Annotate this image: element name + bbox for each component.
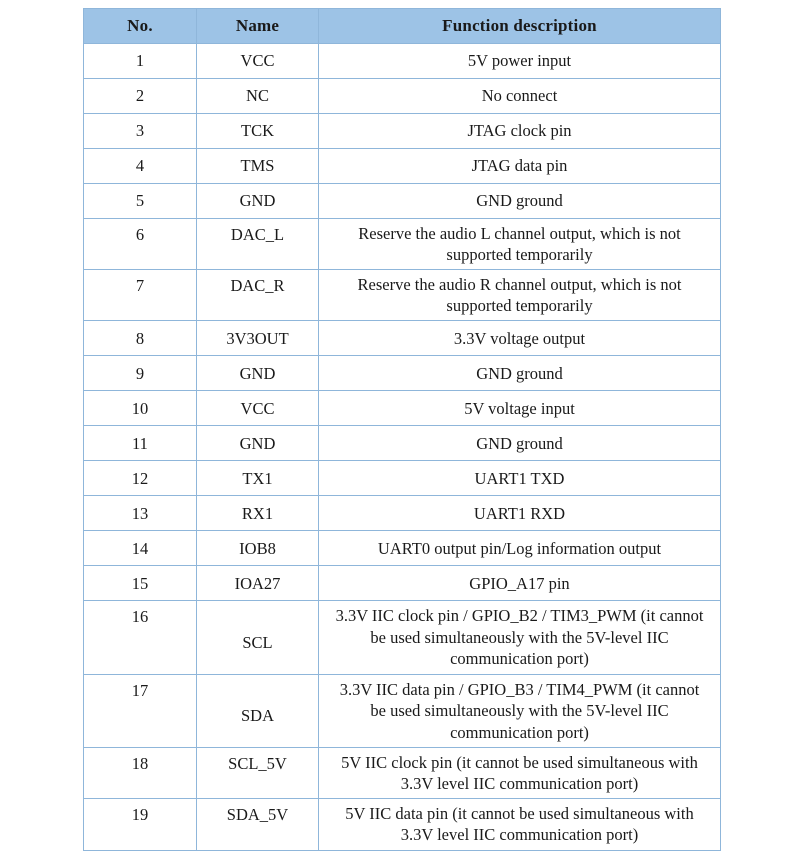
cell-pin-name: 3V3OUT — [197, 321, 319, 356]
cell-function-description: JTAG data pin — [319, 149, 721, 184]
cell-pin-number: 9 — [84, 356, 197, 391]
cell-function-description: 3.3V voltage output — [319, 321, 721, 356]
cell-pin-name: SCL — [197, 601, 319, 674]
cell-function-description: Reserve the audio L channel output, which is not supported temporarily — [319, 219, 721, 270]
cell-function-description: UART0 output pin/Log information output — [319, 531, 721, 566]
table-row — [84, 44, 721, 79]
cell-pin-name: DAC_L — [197, 219, 319, 270]
table-row — [84, 496, 721, 531]
cell-pin-name: GND — [197, 426, 319, 461]
cell-pin-number: 7 — [84, 270, 197, 321]
cell-pin-name: DAC_R — [197, 270, 319, 321]
pin-definition-table-container — [83, 8, 720, 851]
cell-pin-name: TMS — [197, 149, 319, 184]
table-header — [84, 9, 721, 44]
cell-pin-name: RX1 — [197, 496, 319, 531]
cell-pin-number: 14 — [84, 531, 197, 566]
cell-function-description: 5V IIC data pin (it cannot be used simultaneous with 3.3V level IIC communication port) — [319, 799, 721, 850]
cell-pin-number: 6 — [84, 219, 197, 270]
cell-pin-number: 8 — [84, 321, 197, 356]
table-row — [84, 748, 721, 799]
cell-pin-number: 13 — [84, 496, 197, 531]
table-row — [84, 356, 721, 391]
cell-function-description: GPIO_A17 pin — [319, 566, 721, 601]
column-header-no: No. — [84, 9, 197, 44]
table-header-row — [84, 9, 721, 44]
cell-pin-name: IOB8 — [197, 531, 319, 566]
table-row — [84, 114, 721, 149]
table-row — [84, 799, 721, 850]
cell-pin-number: 5 — [84, 184, 197, 219]
cell-pin-name: GND — [197, 184, 319, 219]
cell-function-description: Reserve the audio R channel output, which is not supported temporarily — [319, 270, 721, 321]
cell-pin-number: 11 — [84, 426, 197, 461]
cell-pin-name: VCC — [197, 44, 319, 79]
table-row — [84, 321, 721, 356]
cell-function-description: JTAG clock pin — [319, 114, 721, 149]
cell-pin-name: GND — [197, 356, 319, 391]
table-row — [84, 531, 721, 566]
table-row — [84, 601, 721, 674]
cell-pin-name: TCK — [197, 114, 319, 149]
cell-function-description: 5V power input — [319, 44, 721, 79]
cell-pin-number: 1 — [84, 44, 197, 79]
table-row — [84, 219, 721, 270]
table-row — [84, 149, 721, 184]
cell-function-description: GND ground — [319, 356, 721, 391]
cell-pin-name: SDA — [197, 674, 319, 747]
cell-pin-number: 4 — [84, 149, 197, 184]
pin-definition-table — [83, 8, 721, 851]
cell-pin-number: 17 — [84, 674, 197, 747]
cell-pin-name: SCL_5V — [197, 748, 319, 799]
cell-function-description: 5V voltage input — [319, 391, 721, 426]
cell-pin-name: VCC — [197, 391, 319, 426]
cell-function-description: UART1 TXD — [319, 461, 721, 496]
cell-function-description: 5V IIC clock pin (it cannot be used simultaneous with 3.3V level IIC communication port) — [319, 748, 721, 799]
table-row — [84, 674, 721, 747]
cell-function-description: No connect — [319, 79, 721, 114]
cell-pin-number: 16 — [84, 601, 197, 674]
cell-pin-number: 2 — [84, 79, 197, 114]
cell-pin-number: 3 — [84, 114, 197, 149]
cell-pin-number: 19 — [84, 799, 197, 850]
table-row — [84, 426, 721, 461]
cell-function-description: GND ground — [319, 184, 721, 219]
cell-pin-number: 10 — [84, 391, 197, 426]
cell-pin-number: 15 — [84, 566, 197, 601]
column-header-name: Name — [197, 9, 319, 44]
cell-function-description: UART1 RXD — [319, 496, 721, 531]
table-row — [84, 391, 721, 426]
cell-function-description: 3.3V IIC data pin / GPIO_B3 / TIM4_PWM (it cannot be used simultaneously with the 5V-level IIC communication port) — [319, 674, 721, 747]
table-row — [84, 270, 721, 321]
table-body — [84, 44, 721, 851]
table-row — [84, 79, 721, 114]
column-header-description: Function description — [319, 9, 721, 44]
cell-function-description: 3.3V IIC clock pin / GPIO_B2 / TIM3_PWM (it cannot be used simultaneously with the 5V-level IIC communication port) — [319, 601, 721, 674]
table-row — [84, 566, 721, 601]
table-row — [84, 184, 721, 219]
cell-function-description: GND ground — [319, 426, 721, 461]
cell-pin-number: 12 — [84, 461, 197, 496]
cell-pin-name: SDA_5V — [197, 799, 319, 850]
cell-pin-name: NC — [197, 79, 319, 114]
cell-pin-name: IOA27 — [197, 566, 319, 601]
cell-pin-name: TX1 — [197, 461, 319, 496]
table-row — [84, 461, 721, 496]
cell-pin-number: 18 — [84, 748, 197, 799]
